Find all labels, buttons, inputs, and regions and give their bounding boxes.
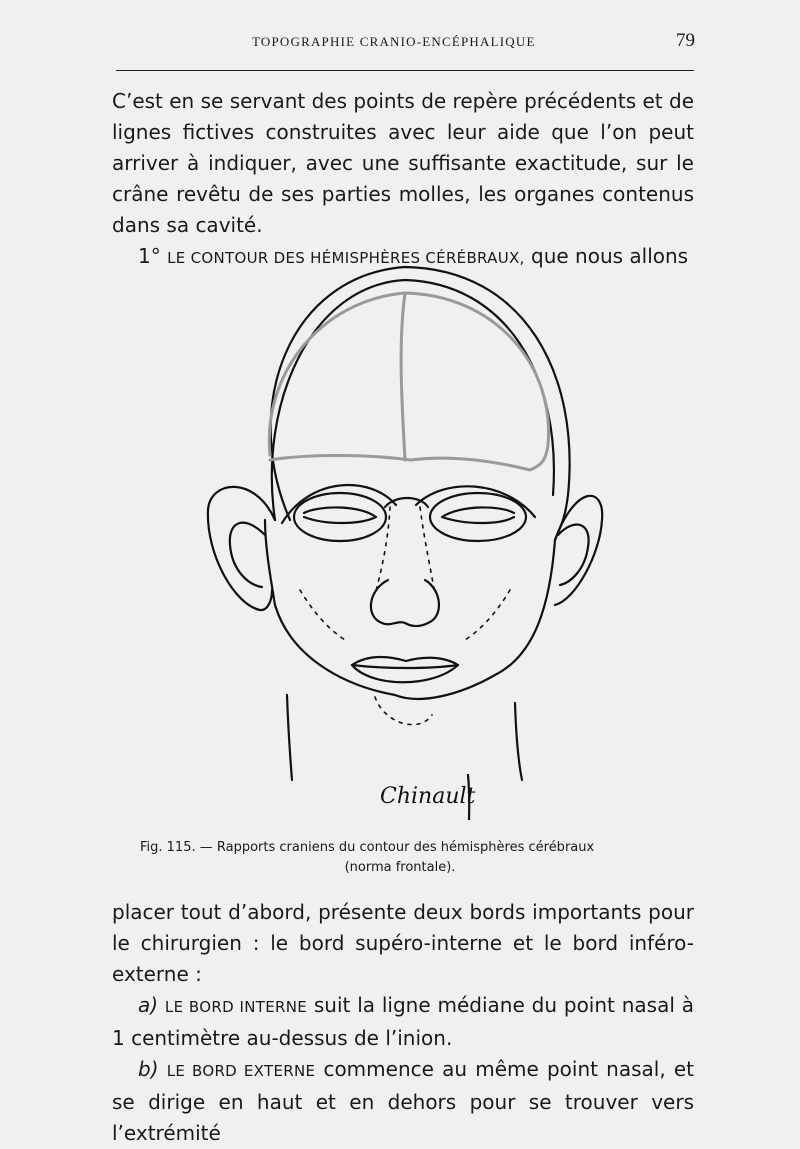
running-title: TOPOGRAPHIE CRANIO-ENCÉPHALIQUE (252, 34, 536, 49)
item-b-text: commence au même point nasal, et se dirige en haut et en dehors pour se trouver vers l’extrémité (112, 1057, 695, 1145)
bottom-text-block (112, 897, 694, 1149)
left-eye-frame (294, 493, 386, 541)
right-eye (442, 507, 514, 523)
chin-line (375, 697, 432, 725)
left-eye (304, 507, 376, 523)
figure-head-illustration (170, 255, 640, 820)
item-b-heading: LE BORD EXTERNE (166, 1062, 316, 1080)
figure-caption (140, 838, 660, 878)
top-text-block (112, 86, 694, 274)
section-text: que nous allons (531, 244, 689, 268)
left-ear (208, 487, 275, 610)
neck-left (287, 695, 292, 780)
left-ear-inner (230, 523, 265, 587)
paragraph-intro: C’est en se servant des points de repère précédents et de lignes fictives construites avec leur aide que l’on peut arriver à indiquer, avec une suffisante exactitude, sur le crâne revêtu de ses parties molles, les organes contenus dans sa cavité. (112, 89, 694, 237)
item-b-label: b) (138, 1057, 159, 1081)
paragraph-bord-externe (112, 1054, 694, 1149)
caption-label: Fig. 115. (140, 840, 196, 855)
signature: Chinault (380, 784, 476, 809)
nose (371, 580, 439, 626)
section-number: 1° (138, 244, 161, 268)
running-head (110, 28, 695, 58)
item-a-heading: LE BORD INTERNE (164, 998, 307, 1016)
caption-line-1 (140, 838, 660, 858)
hemisphere-contour (269, 293, 548, 470)
brow-right (416, 486, 535, 517)
neck-right (515, 703, 522, 780)
paragraph-continuation: placer tout d’abord, présente deux bords importants pour le chirurgien : le bord supéro-interne et le bord inféro-externe : (112, 900, 694, 986)
head-outline (265, 267, 570, 699)
caption-line-2: (norma frontale). (344, 860, 456, 875)
paragraph-bord-interne (112, 990, 694, 1054)
header-rule (116, 70, 694, 71)
item-a-label: a) (138, 993, 159, 1017)
cheek-line-left (300, 590, 345, 640)
right-ear (555, 496, 602, 605)
section-heading: LE CONTOUR DES HÉMISPHÈRES CÉRÉBRAUX, (167, 249, 525, 267)
caption-dash: — (199, 840, 213, 855)
cheek-line-right (465, 590, 510, 640)
midline-fissure (401, 293, 405, 460)
skull-inner-outline (272, 280, 554, 520)
page-number: 79 (676, 30, 695, 51)
upper-lip (352, 657, 458, 668)
nasal-line-left (375, 507, 390, 595)
item-a-text: suit la ligne médiane du point nasal à 1 centimètre au-dessus de l’inion. (112, 993, 694, 1050)
caption-text-1: Rapports craniens du contour des hémisphères cérébraux (216, 840, 595, 855)
